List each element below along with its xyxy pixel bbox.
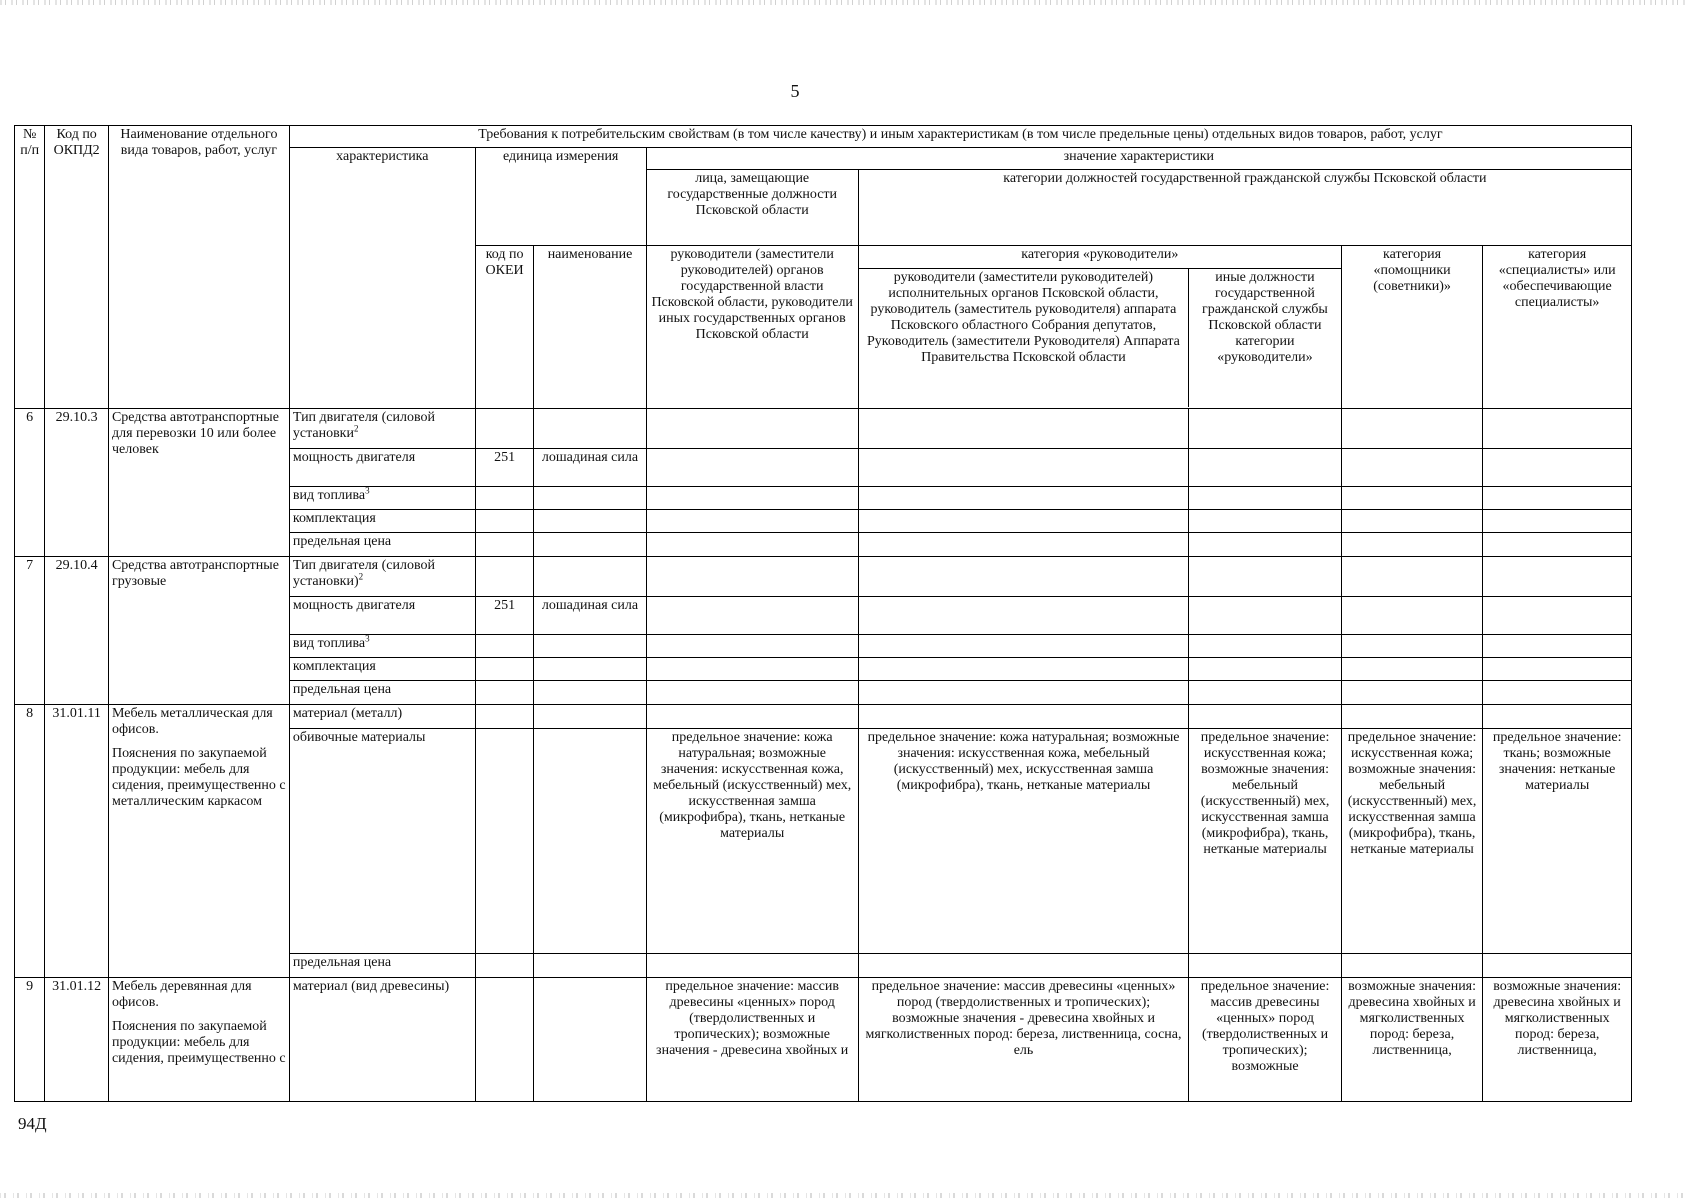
- header-okei-code: код по ОКЕИ: [475, 246, 534, 409]
- row7-equipment: комплектация: [289, 658, 475, 681]
- row7-power-unit: лошадиная сила: [534, 597, 646, 635]
- requirements-table: [14, 125, 1632, 1102]
- row8-name-cell: [108, 705, 289, 978]
- row6-engine-type: Тип двигателя (силовой установки: [292, 410, 435, 441]
- table-row: [15, 978, 1632, 1102]
- header-other-positions: иные должности государственной гражданской службы Псковской области категории «руководители»: [1202, 269, 1328, 365]
- row8-value-assistants: предельное значение: искусственная кожа; возможные значения: мебельный (искусственный) мех, искусственная замша (микрофибра), ткань, нетканые материалы: [1341, 729, 1482, 954]
- row9-code: 31.01.12: [45, 978, 109, 1102]
- header-name: Наименование отдельного вида товаров, работ, услуг: [108, 126, 289, 409]
- row7-num: 7: [15, 557, 45, 705]
- header-cat-specialists: категория «специалисты» или «обеспечивающие специалисты»: [1483, 246, 1632, 409]
- row7-price: предельная цена: [289, 681, 475, 705]
- row6-fuel: вид топлива: [292, 488, 366, 503]
- header-leaders-state: руководители (заместители руководителей) органов государственной власти Псковской области, руководители иных государственных органов Псковской области: [646, 246, 858, 409]
- row6-power: мощность двигателя: [289, 449, 475, 487]
- header-characteristic: характеристика: [289, 148, 475, 409]
- row8-value-specialists: предельное значение: ткань; возможные значения: нетканые материалы: [1483, 729, 1632, 954]
- row7-fuel-cell: [289, 635, 475, 658]
- header-cat-leaders: категория «руководители»: [859, 246, 1341, 268]
- row7-engine-type-sup: 2: [358, 571, 364, 582]
- row6-equipment: комплектация: [289, 510, 475, 533]
- row7-power-code: 251: [475, 597, 534, 635]
- header-persons: лица, замещающие государственные должности Псковской области: [646, 170, 858, 246]
- header-value: значение характеристики: [646, 148, 1631, 170]
- row8-upholstery: обивочные материалы: [289, 729, 475, 954]
- row9-value-leaders: предельное значение: массив древесины «ценных» пород (твердолиственных и тропических); возможные значения - древесина хвойных и мягколиственных пород: береза, лиственница, сосна, ель: [858, 978, 1188, 1102]
- row9-value-assistants: возможные значения: древесина хвойных и мягколиственных пород: береза, лиственница,: [1341, 978, 1482, 1102]
- row8-material: материал (металл): [289, 705, 475, 729]
- row9-name: Мебель деревянная для офисов.: [111, 979, 252, 1010]
- row8-value-other: предельное значение: искусственная кожа; возможные значения: мебельный (искусственный) мех, искусственная замша (микрофибра), ткань, нетканые материалы: [1189, 729, 1342, 954]
- row6-code: 29.10.3: [45, 409, 109, 557]
- row7-code: 29.10.4: [45, 557, 109, 705]
- row7-name: Средства автотранспортные грузовые: [108, 557, 289, 705]
- row6-fuel-sup: 3: [365, 486, 370, 496]
- header-unit: единица измерения: [475, 148, 646, 246]
- row8-price: предельная цена: [289, 954, 475, 978]
- row7-fuel: вид топлива: [292, 636, 366, 651]
- row6-fuel-cell: [289, 487, 475, 510]
- header-cat-assistants: категория «помощники (советники)»: [1341, 246, 1482, 409]
- row9-value-specialists: возможные значения: древесина хвойных и мягколиственных пород: береза, лиственница,: [1483, 978, 1632, 1102]
- row7-fuel-sup: 3: [365, 634, 370, 644]
- row6-engine-type-cell: [289, 409, 475, 449]
- scan-edge-bottom: [0, 1193, 1686, 1198]
- header-num: № п/п: [15, 126, 45, 409]
- row9-num: 9: [15, 978, 45, 1102]
- row8-value-persons: предельное значение: кожа натуральная; возможные значения: искусственная кожа, мебельный (искусственный) мех, искусственная замша (микрофибра), ткань, нетканые материалы: [646, 729, 858, 954]
- table-row: [15, 409, 1632, 449]
- row9-material: материал (вид древесины): [289, 978, 475, 1102]
- row8-note: Пояснения по закупаемой продукции: мебель для сидения, преимущественно с металлическим каркасом: [111, 746, 286, 809]
- row6-num: 6: [15, 409, 45, 557]
- row6-name: Средства автотранспортные для перевозки 10 или более человек: [108, 409, 289, 557]
- row9-name-cell: [108, 978, 289, 1102]
- row6-engine-type-sup: 2: [353, 423, 359, 434]
- row8-num: 8: [15, 705, 45, 978]
- row7-engine-type-cell: [289, 557, 475, 597]
- document-code: 94Д: [18, 1114, 47, 1133]
- page-number: 5: [790, 81, 800, 101]
- row6-power-unit: лошадиная сила: [534, 449, 646, 487]
- header-okpd: Код по ОКПД2: [45, 126, 109, 409]
- row7-power: мощность двигателя: [289, 597, 475, 635]
- row9-note: Пояснения по закупаемой продукции: мебель для сидения, преимущественно с: [111, 1019, 286, 1066]
- scan-edge-top: [0, 0, 1686, 5]
- row8-value-leaders: предельное значение: кожа натуральная; возможные значения: искусственная кожа, мебельный (искусственный) мех, искусственная замша (микрофибра), ткань, нетканые материалы: [858, 729, 1188, 954]
- header-requirements: Требования к потребительским свойствам (в том числе качеству) и иным характеристикам (в том числе предельные цены) отдельных видов товаров, работ, услуг: [289, 126, 1631, 148]
- row9-value-other: предельное значение: массив древесины «ценных» пород (твердолиственных и тропических); возможные: [1189, 978, 1342, 1102]
- row7-engine-type: Тип двигателя (силовой установки): [292, 558, 435, 589]
- row8-name: Мебель металлическая для офисов.: [111, 706, 273, 737]
- header-cat-leaders-group: [858, 246, 1341, 409]
- row9-value-persons: предельное значение: массив древесины «ценных» пород (твердолиственных и тропических); возможные значения - древесина хвойных и: [646, 978, 858, 1102]
- row6-power-code: 251: [475, 449, 534, 487]
- header-leaders-exec: руководители (заместители руководителей) исполнительных органов Псковской области, руководитель (заместитель руководителя) аппарата Псковского областного Собрания депутатов, Руководитель (заместители Руководителя) Аппарата Правительства Псковской области: [859, 268, 1189, 407]
- header-categories: категории должностей государственной гражданской службы Псковской области: [858, 170, 1631, 246]
- row8-code: 31.01.11: [45, 705, 109, 978]
- row6-price: предельная цена: [289, 533, 475, 557]
- table-row: [15, 705, 1632, 729]
- header-unit-name: наименование: [534, 246, 646, 409]
- table-row: [15, 557, 1632, 597]
